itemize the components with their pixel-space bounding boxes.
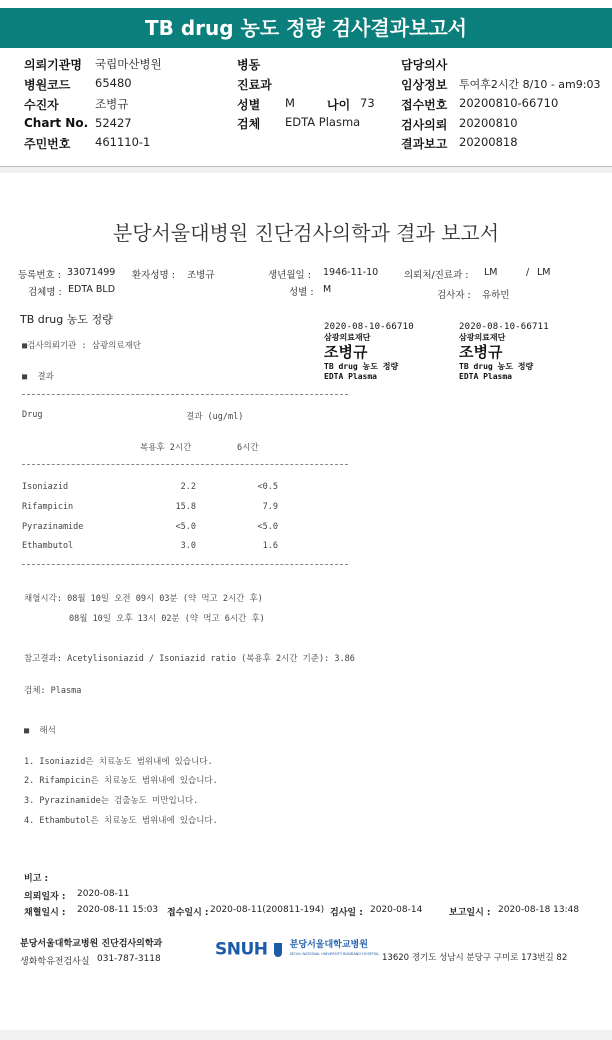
hospital-address: 13620 경기도 성남시 분당구 구미로 173번길 82 <box>382 953 568 963</box>
interpretation-heading: ■ 해석 <box>24 726 56 736</box>
reg-no-value: 33071499 <box>67 267 116 278</box>
interpretation-item: 4. Ethambutol은 치료농도 범위내에 있습니다. <box>24 816 218 826</box>
page-bottom <box>0 1030 612 1040</box>
sampling-time-2: 08월 10일 오후 13시 02분 (약 먹고 6시간 후) <box>69 614 265 624</box>
age-value: 73 <box>360 96 375 110</box>
patient-label: 수진자 <box>24 98 59 112</box>
hospital-value: 국립마산병원 <box>95 57 162 71</box>
reference-result: 참고결과: Acetylisoniazid / Isoniazid ratio (복용후 2시간 기준): 3.86 <box>24 654 355 664</box>
interpretation-item: 2. Rifampicin은 치료농도 범위내에 있습니다. <box>24 776 218 786</box>
hospital-code-label: 병원코드 <box>24 78 71 92</box>
chart-no-label: Chart No. <box>24 116 89 130</box>
hospital-code-value: 65480 <box>95 76 132 90</box>
referrer-value-2: LM <box>537 267 551 278</box>
department-name: 분당서울대학교병원 진단검사의학과 <box>20 939 163 949</box>
patient-name-label: 환자성명 : <box>132 270 175 281</box>
divider <box>22 564 348 565</box>
column-result: 결과 (ug/ml) <box>186 412 244 422</box>
receipt-time-value: 2020-08-11(200811-194) <box>210 905 325 915</box>
lab-report-title: 분당서울대병원 진단검사의학과 결과 보고서 <box>112 221 500 245</box>
requesting-institution: ■검사의뢰기관 : 삼광의료재단 <box>22 341 142 351</box>
report-title: TB drug 농도 정량 검사결과보고서 <box>0 8 612 48</box>
tester-label: 검사자 : <box>437 290 471 301</box>
report-date-label: 결과보고 <box>401 137 448 151</box>
sampling-time-1: 채혈시각: 08월 10일 오전 09시 03분 (약 먹고 2시간 후) <box>24 594 263 604</box>
receipt-time-label: 접수일시 : <box>167 908 209 918</box>
test-date-value: 2020-08-14 <box>370 905 423 915</box>
section-title: TB drug 농도 정량 <box>20 313 113 326</box>
column-drug: Drug <box>22 410 43 420</box>
dob-label: 생년월일 : <box>268 270 311 281</box>
specimen-name-value: EDTA BLD <box>68 284 116 295</box>
referrer-separator: / <box>526 267 530 278</box>
receipt-no-label: 접수번호 <box>401 98 448 112</box>
column-6h: 6시간 <box>237 443 259 453</box>
tester-value: 유하민 <box>482 290 510 301</box>
specimen-label-sticker: 2020-08-10-66710 삼광의료재단 조병규 TB drug 농도 정량 EDTA Plasma <box>324 322 414 381</box>
specimen-name-label: 검체명 : <box>28 287 62 298</box>
dept-label: 진료과 <box>237 78 272 92</box>
sex-value: M <box>285 96 295 110</box>
interpretation-item: 3. Pyrazinamide는 검출농도 미만입니다. <box>24 796 199 806</box>
request-date-label: 검사의뢰 <box>401 118 448 132</box>
referrer-label: 의뢰처/진료과 : <box>404 270 469 281</box>
receipt-no-value: 20200810-66710 <box>459 96 559 110</box>
divider <box>22 394 348 395</box>
hospital-logo: SNUH 분당서울대학교병원 SEOUL NATIONAL UNIVERSITY BUNDANG HOSPITAL <box>215 939 380 960</box>
report-time-value: 2020-08-18 13:48 <box>498 905 580 915</box>
ward-label: 병동 <box>237 58 261 72</box>
lab-report-page: 분당서울대병원 진단검사의학과 결과 보고서 등록번호 : 33071499 환자성명 : 조병규 생년월일 : 1946-11-10 의뢰처/진료과 : LM / LM 검체명 : EDTA BLD 성별 : M 검사자 : 유하민 TB drug 농도 정량 ■검사의뢰기관 : 삼광의료재단 ■ 결과 2020-08-10-66710 삼광의료재단 조병규 TB drug 농도 정량 EDTA Plasma 2020-08-10-66711 삼광의료재단 조병규 TB drug 농도 정량 EDTA Plasma Drug 결과 (ug/ml) 복용후 2시간 6시간 Isoniazid 2.2 <0.5 Rifampicin 15.8 7.9 Pyrazinamide <5.0 <5.0 Ethambutol 3.0 1.6 채혈시각: 08월 10일 오전 09시 03분 (약 먹고 2시간 후) 08월 10일 오후 13시 02분 (약 먹고 6시간 후) 참고결과: Acetylisoniazid / Isoniazid ratio (복용후 2시간 기준): 3.86 검체: Plasma ■ 해석 1. Isoniazid은 치료농도 범위내에 있습니다. 2. Rifampicin은 치료농도 범위내에 있습니다. 3. Pyrazinamide는 검출농도 미만입니다. 4. Ethambutol은 치료농도 범위내에 있습니다. 비고 : 의뢰일자 : 2020-08-11 채혈일시 : 2020-08-11 15:03 접수일시 : 2020-08-11(200811-194) 검사일 : 2020-08-14 보고일시 : 2020-08-18 13:48 분당서울대학교병원 진단검사의학과 생화학유전검사실 031-787-3118 SNUH 분당서울대학교병원 SEOUL NATIONAL UNIVERSITY BUNDANG HOSPITAL 13620 경기도 성남시 분당구 구미로 173번길 82 <box>0 173 612 1030</box>
request-date-value: 20200810 <box>459 116 518 130</box>
report-sex-label: 성별 : <box>289 287 314 298</box>
request-date-value: 2020-08-11 <box>77 889 130 899</box>
age-label: 나이 <box>327 98 351 112</box>
resident-no-value: 461110-1 <box>95 135 151 149</box>
logo-mark-icon <box>274 943 282 957</box>
sex-label: 성별 <box>237 98 261 112</box>
lab-phone: 031-787-3118 <box>97 954 161 964</box>
doctor-label: 담당의사 <box>401 58 448 72</box>
dob-value: 1946-11-10 <box>323 267 379 278</box>
result-heading: ■ 결과 <box>22 372 54 382</box>
referrer-value: LM <box>484 267 498 278</box>
clinical-info-label: 임상정보 <box>401 78 448 92</box>
divider <box>22 464 348 465</box>
draw-time-label: 채혈일시 : <box>24 908 66 918</box>
request-date-label: 의뢰일자 : <box>24 892 66 902</box>
report-sex-value: M <box>323 284 332 295</box>
note-label: 비고 : <box>24 874 49 884</box>
report-time-label: 보고일시 : <box>449 908 491 918</box>
hospital-label: 의뢰기관명 <box>24 58 82 72</box>
specimen-value: EDTA Plasma <box>285 115 361 129</box>
reg-no-label: 등록번호 : <box>18 270 61 281</box>
lab-name: 생화학유전검사실 <box>20 957 90 967</box>
draw-time-value: 2020-08-11 15:03 <box>77 905 159 915</box>
patient-name-value: 조병규 <box>187 270 215 281</box>
column-2h: 복용후 2시간 <box>140 443 192 453</box>
report-date-value: 20200818 <box>459 135 518 149</box>
resident-no-label: 주민번호 <box>24 137 71 151</box>
patient-value: 조병규 <box>95 97 129 111</box>
specimen-label: 검체 <box>237 117 261 131</box>
interpretation-item: 1. Isoniazid은 치료농도 범위내에 있습니다. <box>24 757 213 767</box>
clinical-info-value: 투여후2시간 8/10 - am9:03 <box>459 78 601 91</box>
summary-panel <box>0 50 612 167</box>
chart-no-value: 52427 <box>95 116 132 130</box>
specimen-label-sticker: 2020-08-10-66711 삼광의료재단 조병규 TB drug 농도 정량 EDTA Plasma <box>459 322 549 381</box>
specimen-line: 검체: Plasma <box>24 686 82 696</box>
test-date-label: 검사일 : <box>330 908 363 918</box>
